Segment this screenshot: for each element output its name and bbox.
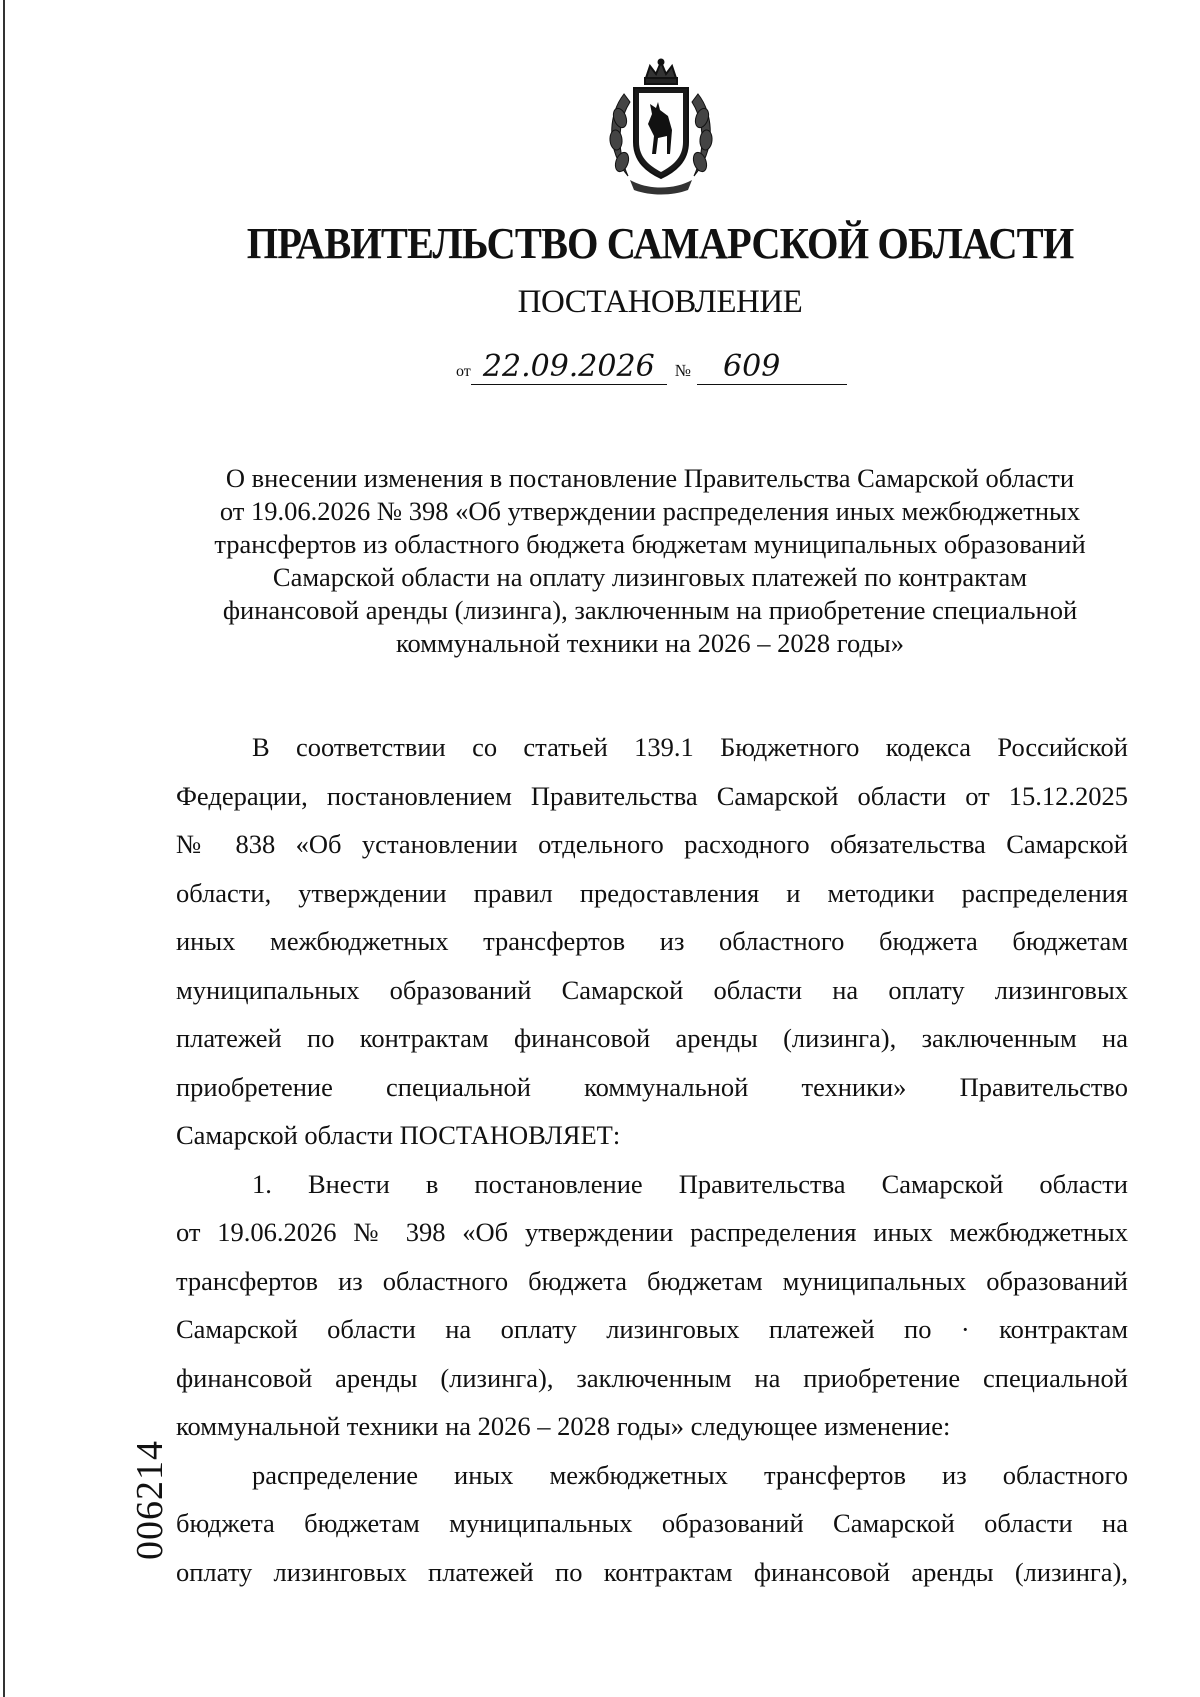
- body-line: 1. Внести в постановление Правительства Самарской области: [252, 1168, 1128, 1199]
- title-line: Самарской области на оплату лизинговых платежей по контрактам: [272, 562, 1028, 592]
- body-line: коммунальной техники на 2026 – 2028 годы» следующее изменение:: [176, 1411, 951, 1441]
- samara-coat-of-arms-icon: [590, 58, 732, 198]
- number-prefix: №: [674, 361, 692, 380]
- document-title: [175, 462, 1125, 660]
- body-line: приобретение специальной коммунальной техники» Правительство: [176, 1071, 1128, 1102]
- title-line: коммунальной техники на 2026 – 2028 годы»: [395, 628, 904, 658]
- organization-name: ПРАВИТЕЛЬСТВО САМАРСКОЙ ОБЛАСТИ: [246, 219, 1074, 268]
- body-line: иных межбюджетных трансфертов из областного бюджета бюджетам: [176, 926, 1128, 956]
- body-line: муниципальных образований Самарской области на оплату лизинговых: [176, 974, 1128, 1005]
- body-line: № 838 «Об установлении отдельного расходного обязательства Самарской: [176, 829, 1128, 859]
- title-line: О внесении изменения в постановление Правительства Самарской области: [225, 463, 1075, 493]
- document-body: [176, 723, 1128, 1596]
- document-date: 22.09.2026: [471, 352, 667, 385]
- body-line: трансфертов из областного бюджета бюджетам муниципальных образований: [176, 1265, 1128, 1296]
- side-stamp-number: 006214: [129, 1440, 171, 1560]
- body-line: платежей по контрактам финансовой аренды (лизинга), заключенным на: [176, 1023, 1128, 1053]
- body-line: от 19.06.2026 № 398 «Об утверждении распределения иных межбюджетных: [176, 1217, 1128, 1247]
- date-prefix: от: [456, 363, 471, 380]
- document-type: ПОСТАНОВЛЕНИЕ: [517, 284, 803, 320]
- title-line: от 19.06.2026 № 398 «Об утверждении распределения иных межбюджетных: [219, 496, 1081, 526]
- title-line: трансфертов из областного бюджета бюджетам муниципальных образований: [214, 529, 1086, 559]
- body-line: распределение иных межбюджетных трансфертов из областного: [252, 1459, 1128, 1490]
- document-number: 609: [697, 352, 847, 385]
- body-line: Федерации, постановлением Правительства Самарской области от 15.12.2025: [176, 780, 1128, 811]
- body-line: В соответствии со статьей 139.1 Бюджетного кодекса Российской: [252, 732, 1128, 762]
- body-line: Самарской области на оплату лизинговых платежей по · контрактам: [176, 1314, 1128, 1344]
- title-line: финансовой аренды (лизинга), заключенным на приобретение специальной: [222, 595, 1078, 625]
- date-number-line: [456, 349, 847, 385]
- body-line: оплату лизинговых платежей по контрактам финансовой аренды (лизинга),: [176, 1556, 1128, 1587]
- body-line: бюджета бюджетам муниципальных образований Самарской области на: [176, 1508, 1128, 1538]
- body-line: Самарской области ПОСТАНОВЛЯЕТ:: [176, 1120, 621, 1150]
- body-line: финансовой аренды (лизинга), заключенным на приобретение специальной: [176, 1362, 1128, 1393]
- body-line: области, утверждении правил предоставления и методики распределения: [176, 877, 1128, 908]
- page-edge-line: [3, 0, 5, 1697]
